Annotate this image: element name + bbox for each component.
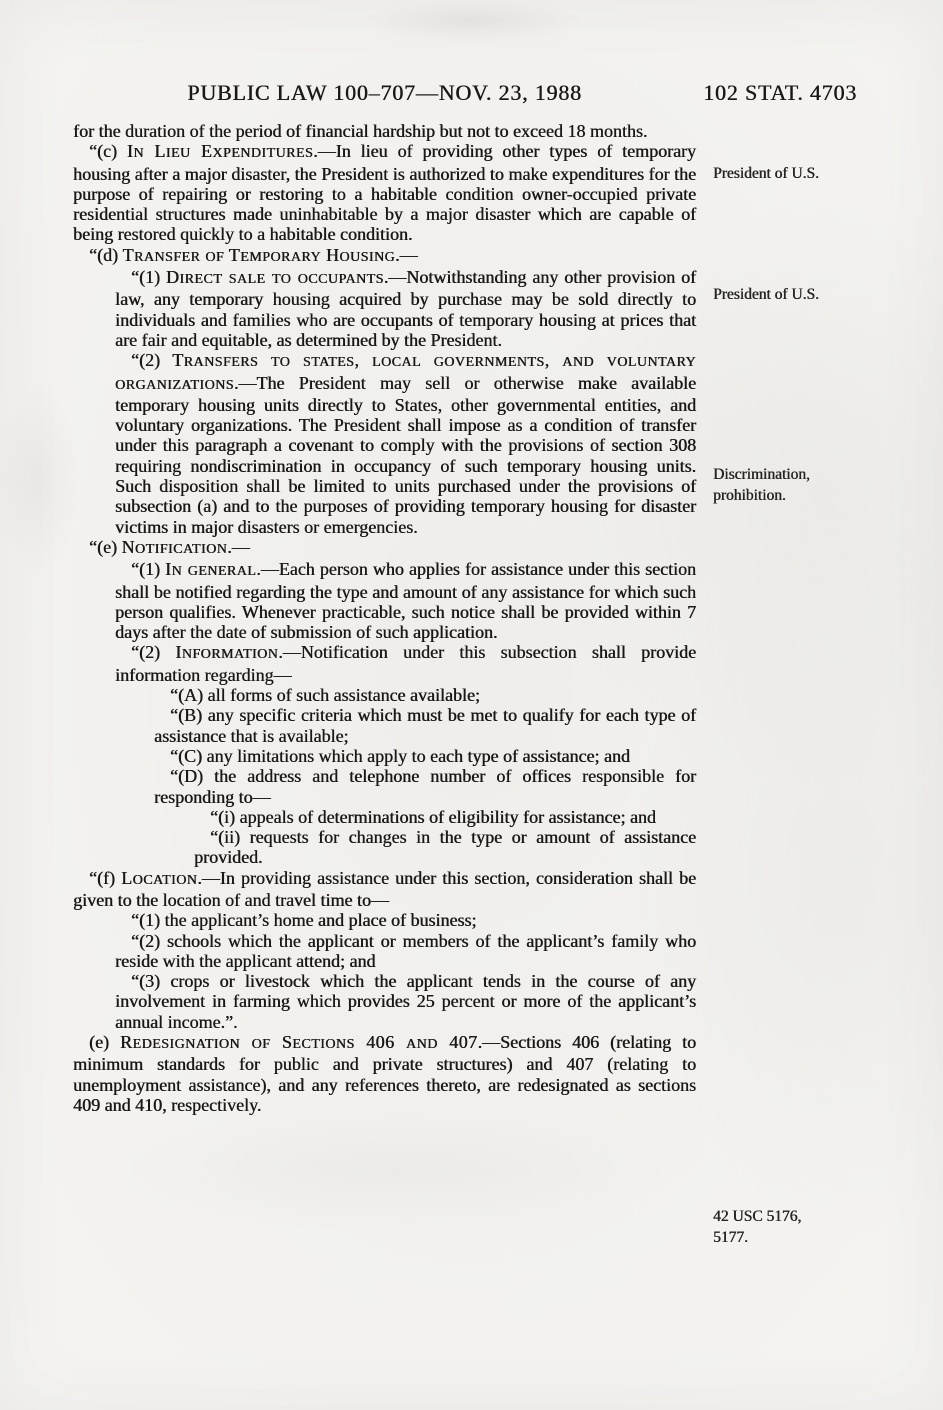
small-caps-heading: DIRECT SALE TO OCCUPANTS (165, 267, 384, 288)
small-caps-heading: TRANSFER OF TEMPORARY HOUSING (122, 244, 396, 265)
margin-note-line: President of U.S. (713, 286, 819, 303)
margin-note (713, 464, 810, 506)
paragraph: “(e) NOTIFICATION.— (89, 536, 250, 557)
margin-note-line: prohibition. (713, 487, 786, 504)
small-caps-heading: TRANSFERS TO STATES, LOCAL GOVERNMENTS, AND VOLUNTARY ORGANIZATIONS (115, 350, 696, 393)
paragraph: “(2) INFORMATION.—Notification under this subsection shall provide information regarding— (115, 642, 696, 685)
paragraph: “(f) LOCATION.—In providing assistance under this section, consideration shall be given to the location of and travel time to— (73, 867, 696, 910)
margin-note (713, 163, 819, 184)
paragraph: “(d) TRANSFER OF TEMPORARY HOUSING.— (89, 244, 418, 265)
margin-note-line: Discrimination, (713, 466, 810, 483)
margin-note (713, 1206, 801, 1248)
small-caps-heading: NOTIFICATION (121, 536, 228, 557)
paragraph: “(i) appeals of determinations of eligibility for assistance; and (210, 806, 656, 827)
paragraph: “(c) IN LIEU EXPENDITURES.—In lieu of providing other types of temporary housing after a major disaster, the President is authorized to make expenditures for the purpose of repairing or restoring to a habitable condition owner-occupied private residential structures made uninhabitable by a major disaster which are capable of being restored quickly to a habitable condition. (73, 141, 696, 245)
small-caps-heading: INFORMATION (175, 642, 279, 663)
paragraph: “(3) crops or livestock which the applicant tends in the course of any involvement in farming which provides 25 percent or more of the applicant’s annual income.”. (115, 971, 696, 1032)
paragraph: (e) REDESIGNATION OF SECTIONS 406 AND 407.—Sections 406 (relating to minimum standards for public and private structures) and 407 (relating to unemployment assistance), and any references thereto, are redesignated as sections 409 and 410, respectively. (73, 1032, 697, 1115)
margin-note-line: 42 USC 5176, (713, 1208, 802, 1225)
margin-note (713, 284, 819, 305)
running-head-stat-number: 102 STAT. 4703 (703, 80, 857, 105)
body-column (73, 121, 696, 1115)
margin-notes (713, 0, 878, 1410)
margin-note-line: 5177. (713, 1229, 748, 1246)
small-caps-heading: IN GENERAL (165, 559, 257, 580)
paragraph: “(B) any specific criteria which must be met to qualify for each type of assistance that is available; (154, 705, 696, 746)
paragraph: for the duration of the period of financial hardship but not to exceed 18 months. (73, 121, 648, 141)
paragraph: “(A) all forms of such assistance available; (170, 685, 480, 706)
paragraph: “(1) the applicant’s home and place of business; (131, 910, 477, 931)
paragraph: “(C) any limitations which apply to each type of assistance; and (170, 745, 630, 766)
paragraph: “(2) TRANSFERS TO STATES, LOCAL GOVERNMENTS, AND VOLUNTARY ORGANIZATIONS.—The President may sell or otherwise make available temporary housing units directly to States, other governmental entities, and voluntary organizations. The President shall impose as a condition of transfer under this paragraph a covenant to comply with the provisions of section 308 requiring nondiscrimination in occupancy of such temporary housing units. Such disposition shall be limited to units purchased under the provisions of subsection (a) and to the purposes of providing temporary housing for disaster victims in major disasters or emergencies. (115, 350, 696, 537)
small-caps-heading: IN LIEU EXPENDITURES (126, 141, 314, 162)
running-head-title: PUBLIC LAW 100–707—NOV. 23, 1988 (187, 80, 582, 105)
paragraph: “(2) schools which the applicant or members of the applicant’s family who reside with the applicant attend; and (115, 930, 696, 971)
paragraph: “(D) the address and telephone number of offices responsible for responding to— (154, 766, 696, 807)
small-caps-heading: REDESIGNATION OF SECTIONS 406 AND 407 (120, 1032, 478, 1053)
small-caps-heading: LOCATION (121, 867, 198, 888)
paragraph: “(1) IN GENERAL.—Each person who applies for assistance under this section shall be notified regarding the type and amount of any assistance for which such person qualifies. Whenever practicable, such notice shall be provided within 7 days after the date of submission of such application. (115, 559, 696, 643)
margin-note-line: President of U.S. (713, 165, 819, 182)
paragraph: “(ii) requests for changes in the type or amount of assistance provided. (194, 827, 696, 868)
paragraph: “(1) DIRECT SALE TO OCCUPANTS.—Notwithstanding any other provision of law, any temporary housing acquired by purchase may be sold directly to individuals and families who are occupants of temporary housing at prices that are fair and equitable, as determined by the President. (115, 267, 697, 350)
